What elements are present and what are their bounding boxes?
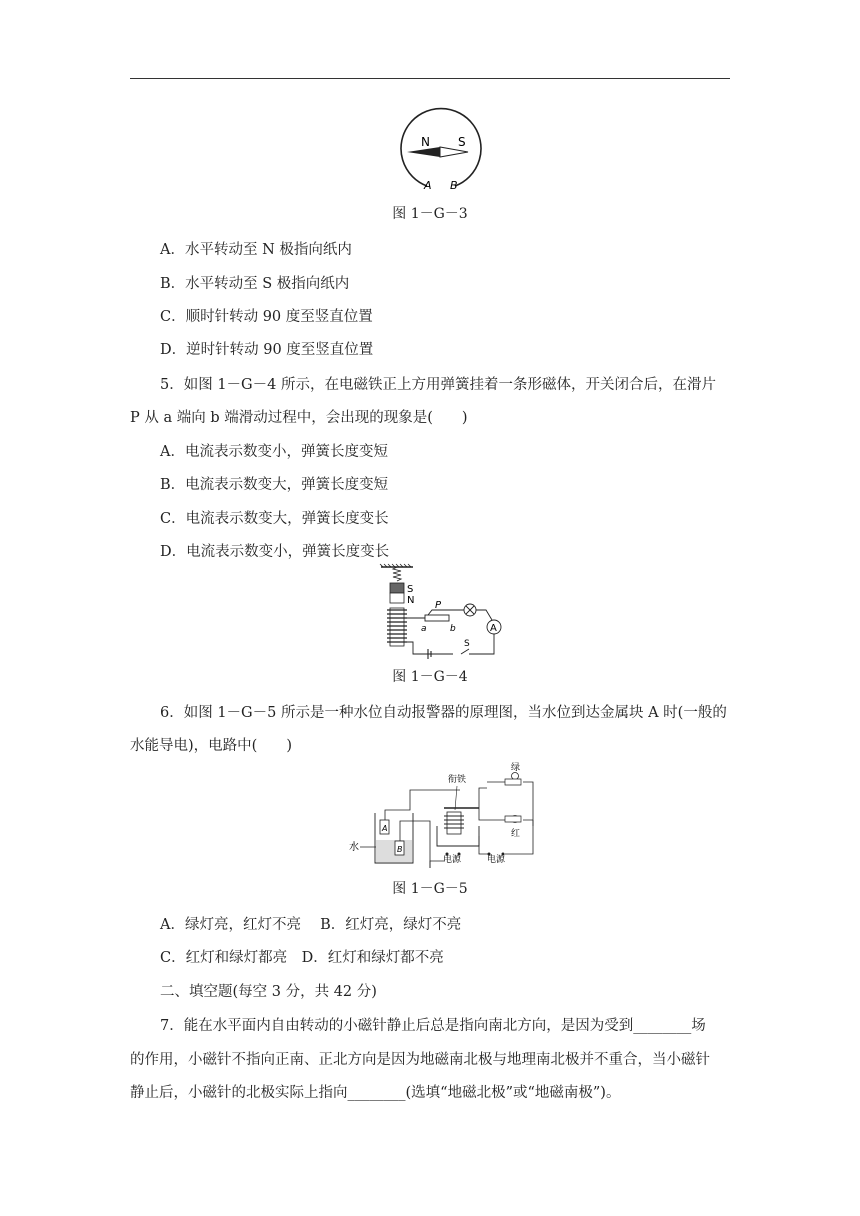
svg-text:红: 红 — [511, 829, 521, 839]
svg-text:电源: 电源 — [443, 855, 462, 865]
fig3-label-n: N — [421, 135, 430, 149]
q7-stem-line2: 的作用，小磁针不指向正南、正北方向是因为地磁南北极与地理南北极并不重合，当小磁针 — [130, 1052, 710, 1068]
figure-1-g-4 — [373, 563, 513, 663]
svg-text:电源: 电源 — [487, 855, 506, 865]
svg-text:A: A — [490, 623, 497, 634]
svg-text:N: N — [407, 595, 415, 606]
fig3-label-a: A — [424, 179, 432, 192]
figure-1-g-3 — [380, 100, 500, 200]
fig3-caption: 图 1－G－3 — [392, 206, 468, 222]
fig4-caption: 图 1－G－4 — [392, 669, 468, 685]
q6-options-row2: C．红灯和绿灯都亮 D．红灯和绿灯都不亮 — [160, 950, 444, 966]
svg-text:b: b — [450, 624, 456, 634]
q5-option-c: C．电流表示数变大，弹簧长度变长 — [160, 511, 389, 527]
q6-options-row1: A．绿灯亮，红灯不亮 B．红灯亮，绿灯不亮 — [160, 917, 462, 933]
rheostat — [425, 615, 449, 621]
svg-text:水: 水 — [349, 842, 359, 853]
svg-text:绿: 绿 — [511, 763, 521, 773]
fig5-caption: 图 1－G－5 — [392, 881, 468, 897]
fig3-label-b: B — [450, 179, 458, 192]
q6-stem-line2: 水能导电)，电路中( ) — [130, 738, 292, 754]
svg-text:P: P — [435, 600, 442, 611]
q4-option-d: D．逆时针转动 90 度至竖直位置 — [160, 342, 374, 358]
fig3-label-s: S — [458, 135, 466, 149]
spring — [393, 567, 401, 581]
q7-stem-line3: 静止后，小磁针的北极实际上指向________(选填“地磁北极”或“地磁南极”)。 — [130, 1085, 621, 1101]
q5-option-b: B．电流表示数变大，弹簧长度变短 — [160, 477, 389, 493]
figure-1-g-5 — [345, 758, 545, 868]
svg-text:A: A — [382, 824, 388, 833]
section-heading: 二、填空题(每空 3 分，共 42 分) — [160, 984, 377, 1000]
q4-option-a: A．水平转动至 N 极指向纸内 — [160, 242, 352, 258]
water — [376, 840, 412, 862]
header-rule — [130, 78, 730, 79]
green-lamp — [512, 773, 519, 780]
svg-text:B: B — [397, 845, 403, 854]
q5-stem-line1: 5．如图 1－G－4 所示，在电磁铁正上方用弹簧挂着一条形磁体，开关闭合后，在滑片 — [160, 377, 716, 393]
electromagnet — [447, 812, 461, 834]
q4-option-c: C．顺时针转动 90 度至竖直位置 — [160, 309, 373, 325]
svg-text:a: a — [421, 624, 427, 634]
bar-magnet-s — [390, 583, 404, 593]
switch — [461, 649, 479, 654]
q5-option-a: A．电流表示数变小，弹簧长度变短 — [160, 444, 388, 460]
q5-option-d: D．电流表示数变小，弹簧长度变长 — [160, 544, 390, 560]
q7-stem-line1: 7．能在水平面内自由转动的小磁针静止后总是指向南北方向，是因为受到________场 — [160, 1018, 706, 1034]
bar-magnet-n — [390, 593, 404, 603]
q6-stem-line1: 6．如图 1－G－5 所示是一种水位自动报警器的原理图，当水位到达金属块 A 时(一般的 — [160, 705, 727, 721]
q4-option-b: B．水平转动至 S 极指向纸内 — [160, 276, 350, 292]
q5-stem-line2: P 从 a 端向 b 端滑动过程中，会出现的现象是( ) — [130, 410, 468, 426]
svg-text:S: S — [407, 584, 414, 595]
svg-text:S: S — [464, 639, 470, 649]
svg-text:衔铁: 衔铁 — [448, 775, 467, 785]
